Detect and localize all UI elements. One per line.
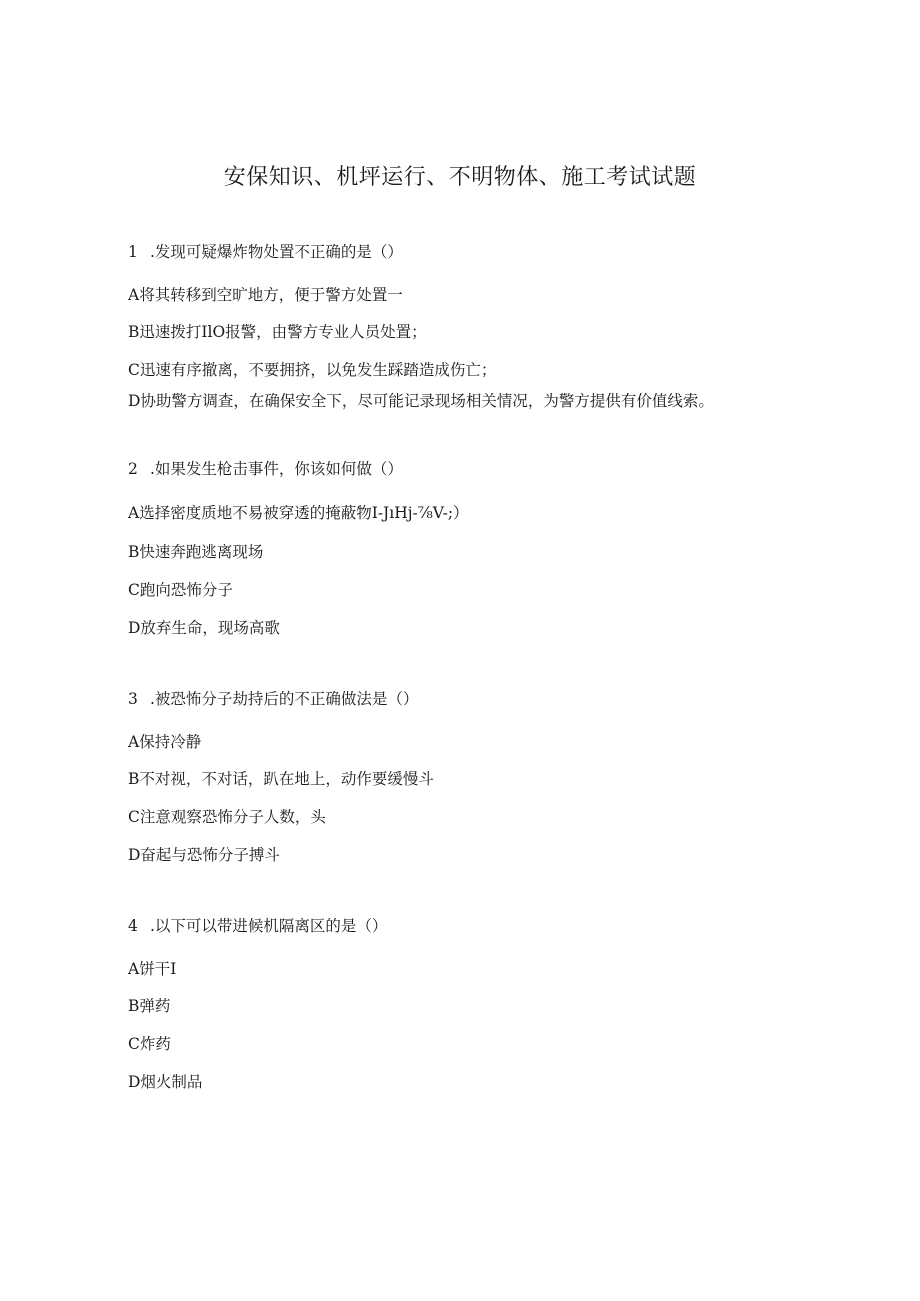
question-number: 1 [128, 243, 138, 261]
option-4a: A饼干I [128, 960, 177, 978]
page-title: 安保知识、机坪运行、不明物体、施工考试试题 [223, 165, 697, 190]
question-text: .以下可以带进候机隔离区的是（） [150, 917, 388, 935]
option-2d: D放弃生命，现场高歌 [128, 619, 280, 637]
option-1d: D协助警方调查，在确保安全下，尽可能记录现场相关情况，为警方提供有价值线索。 [128, 392, 714, 410]
question-number: 2 [128, 460, 138, 478]
option-3d: D奋起与恐怖分子搏斗 [128, 846, 280, 864]
question-text: .发现可疑爆炸物处置不正确的是（） [150, 243, 403, 261]
option-3c: C注意观察恐怖分子人数，头 [128, 808, 326, 826]
option-1a: A将其转移到空旷地方，便于警方处置一 [128, 286, 403, 304]
question-1 [128, 240, 403, 262]
option-1c: C迅速有序撤离，不要拥挤，以免发生踩踏造成伤亡； [128, 361, 497, 379]
option-2a: A选择密度质地不易被穿透的掩蔽物I-JıHj-⅞V-;） [128, 504, 469, 522]
option-2c: C跑向恐怖分子 [128, 581, 233, 599]
option-4c: C炸药 [128, 1035, 171, 1053]
question-2 [128, 457, 403, 479]
option-4b: B弹药 [128, 997, 171, 1015]
question-3 [128, 687, 418, 709]
option-4d: D烟火制品 [128, 1073, 203, 1091]
question-text: .被恐怖分子劫持后的不正确做法是（） [150, 690, 419, 708]
option-3a: A保持冷静 [128, 733, 202, 751]
question-4 [128, 914, 387, 936]
option-1b: B迅速拨打IlO报警，由警方专业人员处置； [128, 323, 427, 341]
question-number: 4 [128, 917, 138, 935]
question-number: 3 [128, 690, 138, 708]
option-2b: B快速奔跑逃离现场 [128, 543, 264, 561]
question-text: .如果发生枪击事件，你该如何做（） [150, 460, 403, 478]
option-3b: B不对视，不对话，趴在地上，动作要缓慢斗 [128, 770, 434, 788]
